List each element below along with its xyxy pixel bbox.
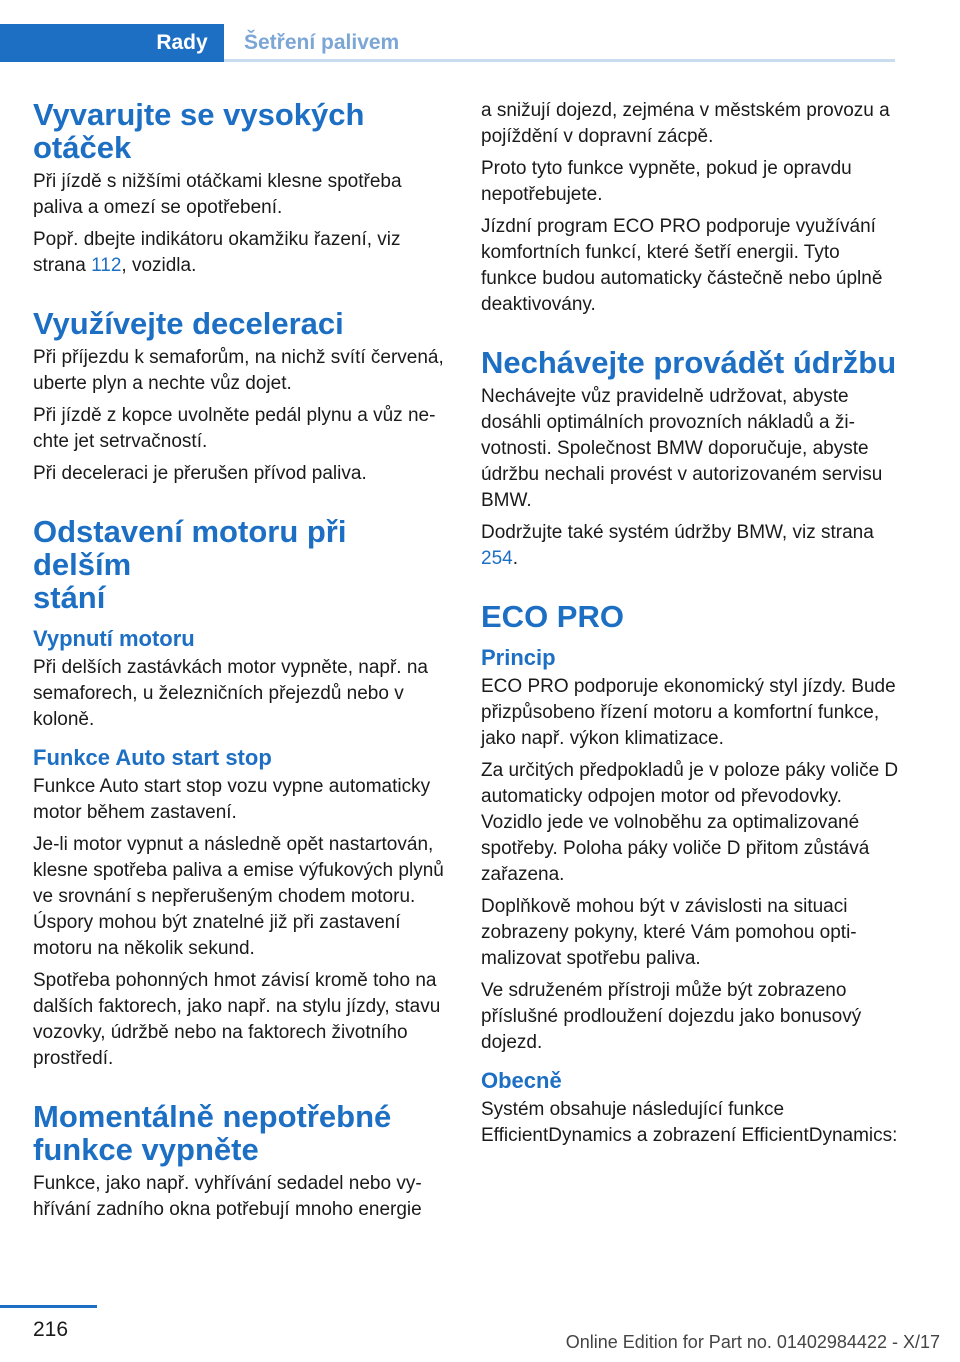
paragraph: Při delších zastávkách motor vypněte, např. na semaforech, u železničních přejezdů nebo v koloně. [33,657,428,730]
paragraph: Při jízdě z kopce uvolněte pedál plynu a vůz nechte jet setrvačností. [33,405,436,452]
paragraph: Doplňkově mohou být v závislosti na situaci zobrazeny pokyny, které Vám pomohou optimalizovat spotřebu paliva. [481,896,857,969]
paragraph: Spotřeba pohonných hmot závisí kromě toho na dalších faktorech, jako např. na stylu jízdy, stavu vozovky, údržbě nebo na faktorech životního prostředí. [33,970,441,1069]
paragraph: Při deceleraci je přerušen přívod paliva. [33,463,367,484]
page-header [0,24,895,62]
paragraph: Popř. dbejte indikátoru okamžiku řazení, viz strana 112, vozidla. [33,229,401,276]
section-title-udrzba: Nechávejte provádět údržbu [481,345,897,380]
subsection-title-vypnuti-motoru: Vypnutí motoru [33,626,195,651]
header-tab-setreni-palivem[interactable]: Šetření palivem [244,31,400,54]
header-tab-rady[interactable]: Rady [140,24,224,62]
paragraph: Za určitých předpokladů je v poloze páky voliče D automaticky odpojen motor od převodovky. Vozidlo jede ve volnoběhu za optimalizované spotřeby. Poloha páky voliče D přitom zůstává zařazena. [481,760,899,885]
subsection-title-obecne: Obecně [481,1068,562,1093]
left-column [33,98,448,1229]
paragraph: Jízdní program ECO PRO podporuje využívání komfortních funkcí, které šetří energii. Tyto funkce budou automaticky částečně nebo úplně deaktivovány. [481,216,883,315]
paragraph: ECO PRO podporuje ekonomický styl jízdy. Bude přizpůsobeno řízení motoru a komfortní funkce, jako např. výkon klimatizace. [481,676,896,749]
paragraph: Ve sdruženém přístroji může být zobrazeno příslušné prodloužení dojezdu jako bonusový dojezd. [481,980,862,1053]
footer-edition-text: Online Edition for Part no. 01402984422 - X/17 [565,1332,940,1352]
header-underline [224,59,895,62]
page-link-112[interactable]: 112 [91,255,122,276]
paragraph: Funkce Auto start stop vozu vypne automaticky motor během zastavení. [33,776,431,823]
paragraph: Dodržujte také systém údržby BMW, viz strana 254. [481,522,874,569]
subsection-title-princip: Princip [481,645,556,670]
section-title-vysoke-otacky: Vyvarujte se vysokých otáček [33,97,365,165]
paragraph: Při příjezdu k semaforům, na nichž svítí červená, uberte plyn a nechte vůz dojet. [33,347,444,394]
paragraph: Proto tyto funkce vypněte, pokud je opravdu nepotřebujete. [481,158,852,205]
section-title-funkce-vypnete: Momentálně nepotřebné funkce vypněte [33,1099,392,1167]
paragraph: Je-li motor vypnut a následně opět nastartován, klesne spotřeba paliva a emise výfukových plynů ve srovnání s nepřerušeným chodem motoru. Úspory mohou být znatelné již při zastavení motoru na několik sekund. [33,834,444,959]
footer-accent-line [0,1305,97,1308]
paragraph: Při jízdě s nižšími otáčkami klesne spotřeba paliva a omezí se opotřebení. [33,171,402,218]
right-column [481,98,899,1155]
subsection-title-auto-start-stop: Funkce Auto start stop [33,745,272,770]
paragraph: a snižují dojezd, zejména v městském provozu a pojíždění v dopravní zácpě. [481,100,890,147]
header-accent-bar [0,24,140,62]
paragraph: Funkce, jako např. vyhřívání sedadel nebo vyhřívání zadního okna potřebují mnoho energie [33,1173,422,1220]
section-title-eco-pro: ECO PRO [481,599,624,634]
section-title-decelerace: Využívejte deceleraci [33,306,344,341]
paragraph: Nechávejte vůz pravidelně udržovat, abyste dosáhli optimálních provozních nákladů a životnosti. Společnost BMW doporučuje, abyste údržbu nechali provést v autorizovaném servisu BMW. [481,386,883,511]
page-number: 216 [33,1318,69,1341]
paragraph: Systém obsahuje následující funkce EfficientDynamics a zobrazení EfficientDynamics: [481,1099,898,1146]
page-link-254[interactable]: 254 [481,548,513,569]
section-title-odstaveni-motoru: Odstavení motoru při delším stání [33,514,347,615]
